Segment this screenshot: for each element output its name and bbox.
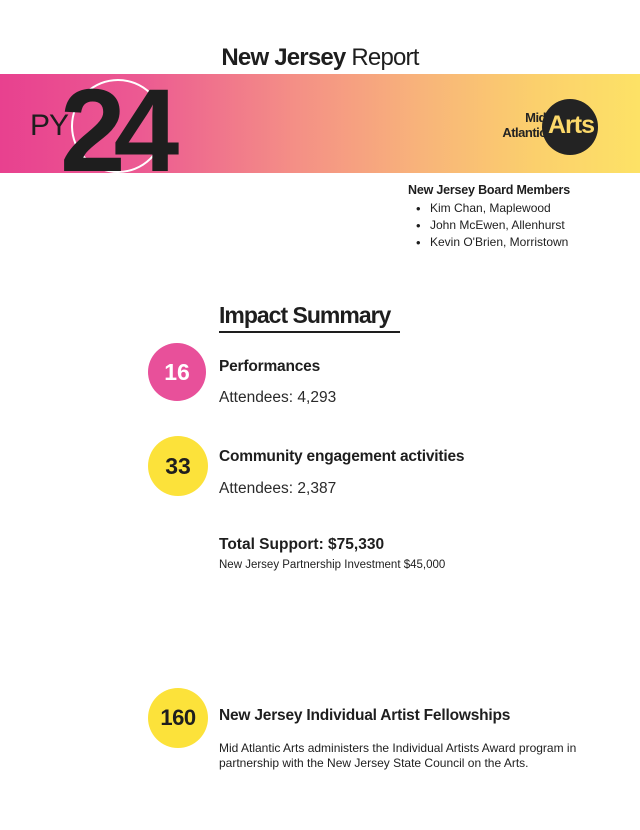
py-number: 24: [60, 65, 168, 197]
impact-summary-underline: [219, 331, 400, 333]
board-member: • Kevin O'Brien, Morristown: [416, 234, 633, 251]
report-title-state: New Jersey: [221, 44, 346, 71]
performances-count-badge: 16: [148, 343, 206, 401]
board-list: [408, 200, 633, 251]
impact-summary-heading: Impact Summary: [219, 302, 391, 328]
board-member: • Kim Chan, Maplewood: [416, 200, 633, 217]
mid-atlantic-arts-logo: [498, 99, 608, 155]
fellowships-description: Mid Atlantic Arts administers the Individual Artists Award program in partnership with the New Jersey State Council on the Arts.: [219, 741, 577, 770]
total-support: Total Support: $75,330: [219, 536, 385, 553]
fellowships-count-badge: 160: [148, 688, 208, 748]
engagement-title: Community engagement activities: [219, 448, 465, 465]
py24-graphic: [30, 65, 220, 197]
py-label: PY: [30, 109, 69, 142]
partnership-investment: New Jersey Partnership Investment $45,000: [219, 559, 446, 571]
performances-title: Performances: [219, 358, 320, 375]
logo-text-atlantic: Atlantic: [502, 125, 546, 140]
fellowships-title: New Jersey Individual Artist Fellowships: [219, 707, 511, 724]
board-heading: New Jersey Board Members: [408, 183, 570, 197]
logo-text-mid: Mid: [525, 110, 546, 125]
board-member: • John McEwen, Allenhurst: [416, 217, 633, 234]
board-members: [408, 183, 633, 251]
report-title-word: Report: [351, 44, 419, 71]
performances-attendees: Attendees: 4,293: [219, 389, 337, 406]
logo-text-arts: Arts: [548, 111, 595, 139]
engagement-attendees: Attendees: 2,387: [219, 480, 337, 497]
engagement-count-badge: 33: [148, 436, 208, 496]
